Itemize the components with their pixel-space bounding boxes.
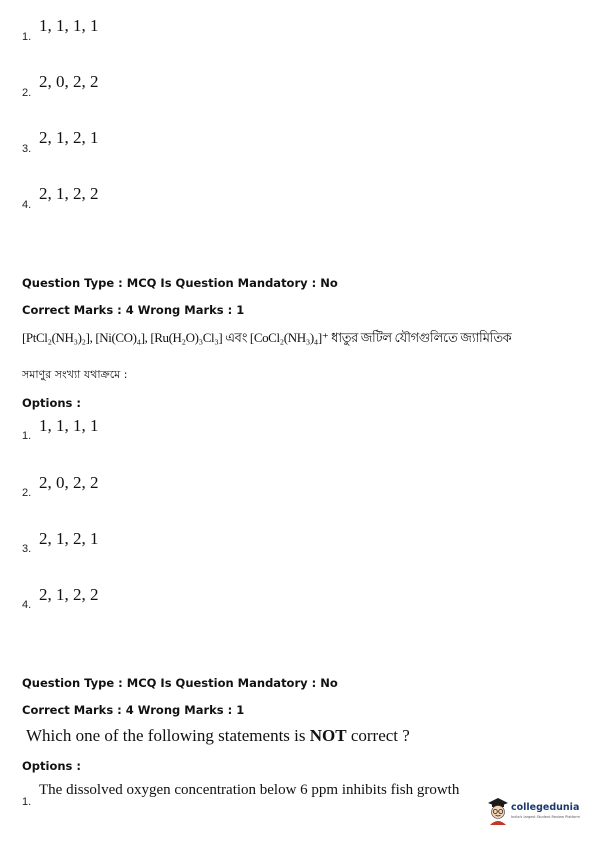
question-type-line: Question Type : MCQ Is Question Mandatory : No (22, 676, 338, 690)
option-number: 3. (22, 143, 32, 155)
question-text-line1: [PtCl₂(NH₃)₂], [Ni(CO)₄], [Ru(H₂O)₃Cl₃] এবং [CoCl₂(NH₃)₄]⁺ ধাতুর জটিল যৌগগুলিতে জ্যামিতিক (22, 330, 512, 345)
options-label: Options : (22, 396, 81, 410)
collegedunia-logo (487, 796, 587, 830)
option-text: 2, 1, 2, 2 (39, 184, 99, 203)
question-text-line2: সমাণুর সংখ্যা যথাক্রমে : (22, 368, 128, 381)
question-text (26, 726, 410, 746)
question-type-line: Question Type : MCQ Is Question Mandatory : No (22, 276, 338, 290)
question-text-emphasis: NOT (309, 726, 347, 745)
options-label: Options : (22, 759, 81, 773)
option-number: 2. (22, 487, 32, 499)
option-number: 1. (22, 796, 32, 808)
option-number: 2. (22, 87, 32, 99)
option-text: 1, 1, 1, 1 (39, 416, 99, 435)
question-text-before: Which one of the following statements is (26, 726, 310, 745)
option-text: The dissolved oxygen concentration below 6 ppm inhibits fish growth (39, 782, 460, 798)
question-text-after: correct ? (346, 726, 410, 745)
option-text: 2, 0, 2, 2 (39, 72, 99, 91)
option-text: 2, 1, 2, 1 (39, 529, 99, 548)
option-text: 2, 1, 2, 1 (39, 128, 99, 147)
question-marks-line: Correct Marks : 4 Wrong Marks : 1 (22, 703, 245, 717)
option-text: 2, 1, 2, 2 (39, 585, 99, 604)
question-marks-line: Correct Marks : 4 Wrong Marks : 1 (22, 303, 245, 317)
option-number: 1. (22, 430, 32, 442)
logo-wordmark: collegedunia (511, 802, 580, 813)
option-number: 4. (22, 599, 32, 611)
option-number: 3. (22, 543, 32, 555)
option-number: 1. (22, 31, 32, 43)
option-text: 2, 0, 2, 2 (39, 473, 99, 492)
graduate-mascot-icon (487, 796, 509, 826)
option-number: 4. (22, 199, 32, 211)
option-text: 1, 1, 1, 1 (39, 16, 99, 35)
logo-tagline: India's largest Student Review Platform (511, 815, 580, 819)
